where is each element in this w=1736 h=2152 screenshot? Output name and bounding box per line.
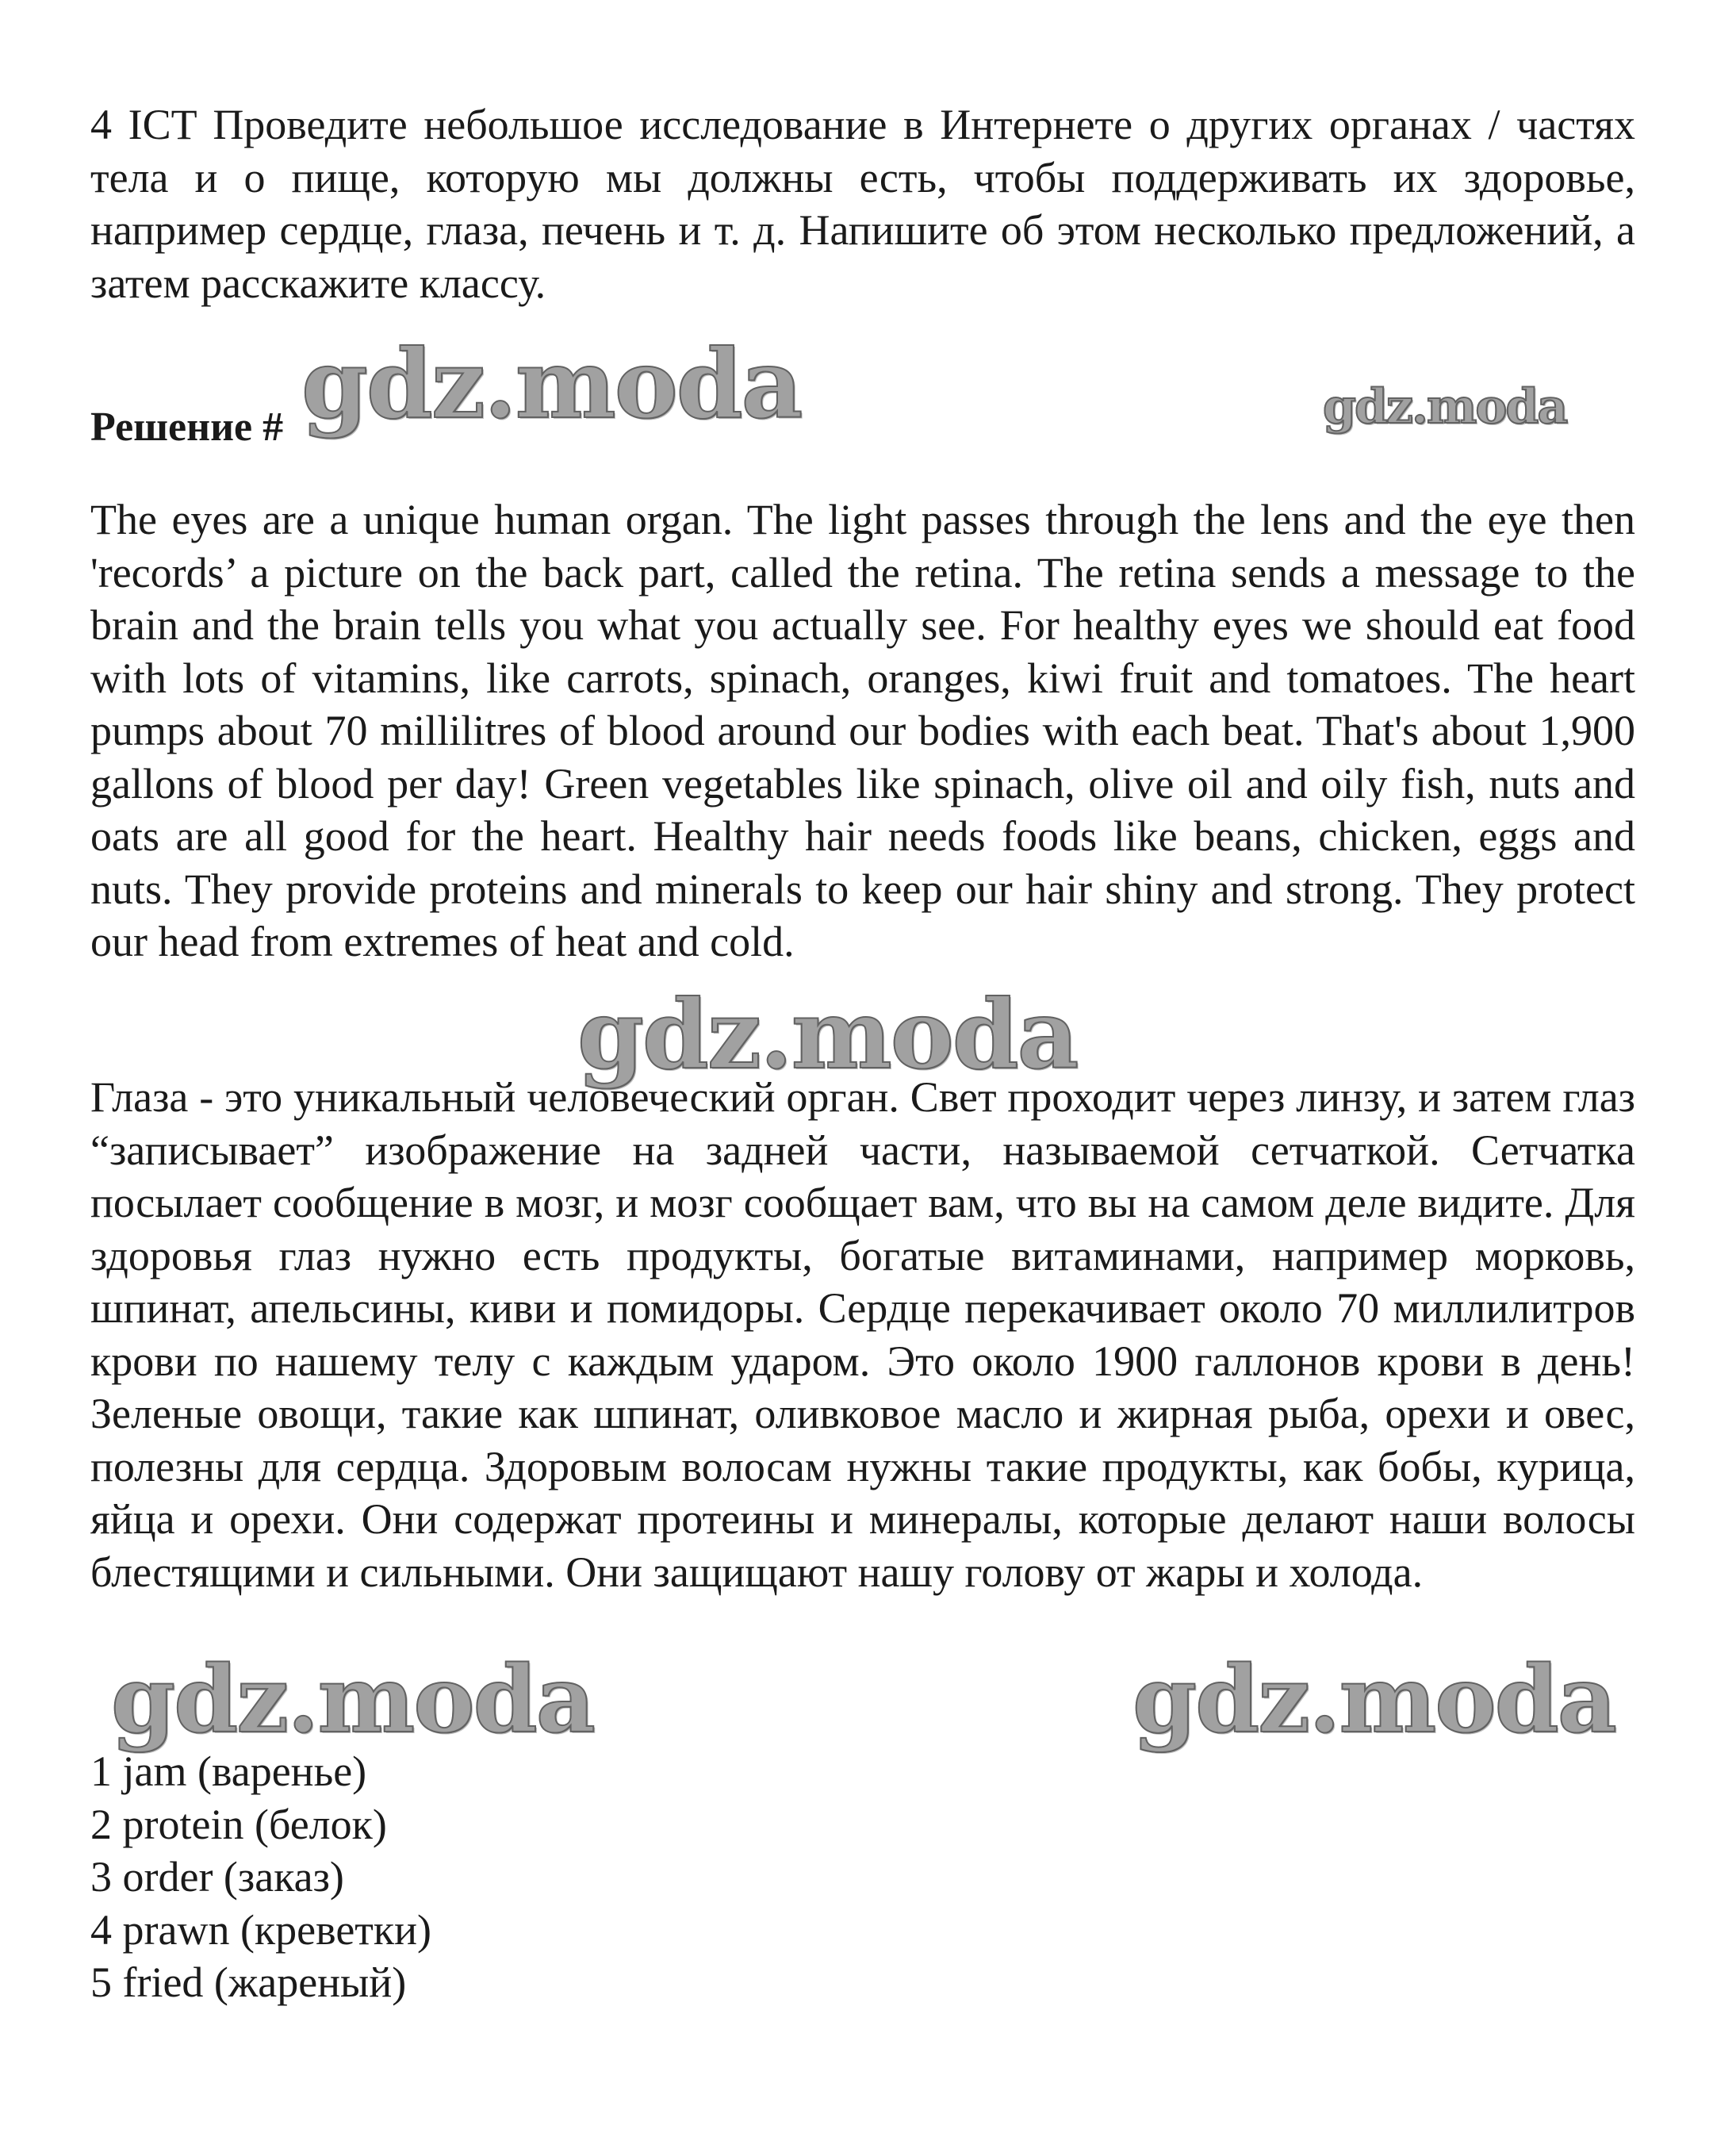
watermark-logo: gdz.moda <box>111 1646 594 1754</box>
watermark-logo: gdz.moda <box>1323 379 1567 435</box>
solution-heading: Решение # <box>90 405 284 450</box>
vocabulary-item: 4 prawn (креветки) <box>90 1905 431 1954</box>
watermark-logo: gdz.moda <box>301 328 802 440</box>
watermark-logo: gdz.moda <box>577 979 1078 1091</box>
watermark-logo: gdz.moda <box>1132 1646 1615 1754</box>
task-text: 4 ICT Проведите небольшое исследование в Интернете о других органах / частях тела и о пище, которую мы должны есть, чтобы поддерживать их здоровье, например сердце, глаза, печень и т. д. Напишите об этом несколько предложений, а затем расскажите классу. <box>90 101 1635 307</box>
vocabulary-item: 1 jam (варенье) <box>90 1747 367 1795</box>
vocabulary-item: 3 order (заказ) <box>90 1853 344 1901</box>
vocabulary-list <box>90 1745 431 2009</box>
english-answer-text: The eyes are a unique human organ. The light passes through the lens and the eye then 'records’ a picture on the back part, called the retina. The retina sends a message to the brain and the brain tells you what you actually see. For healthy eyes we should eat food with lots of vitamins, like carrots, spinach, oranges, kiwi fruit and tomatoes. The heart pumps about 70 millilitres of blood around our bodies with each beat. That's about 1,900 gallons of blood per day! Green vegetables like spinach, olive oil and oily fish, nuts and oats are all good for the heart. Healthy hair needs foods like beans, chicken, eggs and nuts. They provide proteins and minerals to keep our hair shiny and strong. They protect our head from extremes of heat and cold. <box>90 496 1635 965</box>
vocabulary-item: 5 fried (жареный) <box>90 1958 407 2006</box>
russian-translation-text: Глаза - это уникальный человеческий орган. Свет проходит через линзу, и затем глаз “записывает” изображение на задней части, называемой сетчаткой. Сетчатка посылает сообщение в мозг, и мозг сообщает вам, что вы на самом деле видите. Для здоровья глаз нужно есть продукты, богатые витаминами, например морковь, шпинат, апельсины, киви и помидоры. Сердце перекачивает около 70 миллилитров крови по нашему телу с каждым ударом. Это около 1900 галлонов крови в день! Зеленые овощи, такие как шпинат, оливковое масло и жирная рыба, орехи и овес, полезны для сердца. Здоровым волосам нужны такие продукты, как бобы, курица, яйца и орехи. Они содержат протеины и минералы, которые делают наши волосы блестящими и сильными. Они защищают нашу голову от жары и холода. <box>90 1073 1635 1596</box>
vocabulary-item: 2 protein (белок) <box>90 1800 387 1848</box>
